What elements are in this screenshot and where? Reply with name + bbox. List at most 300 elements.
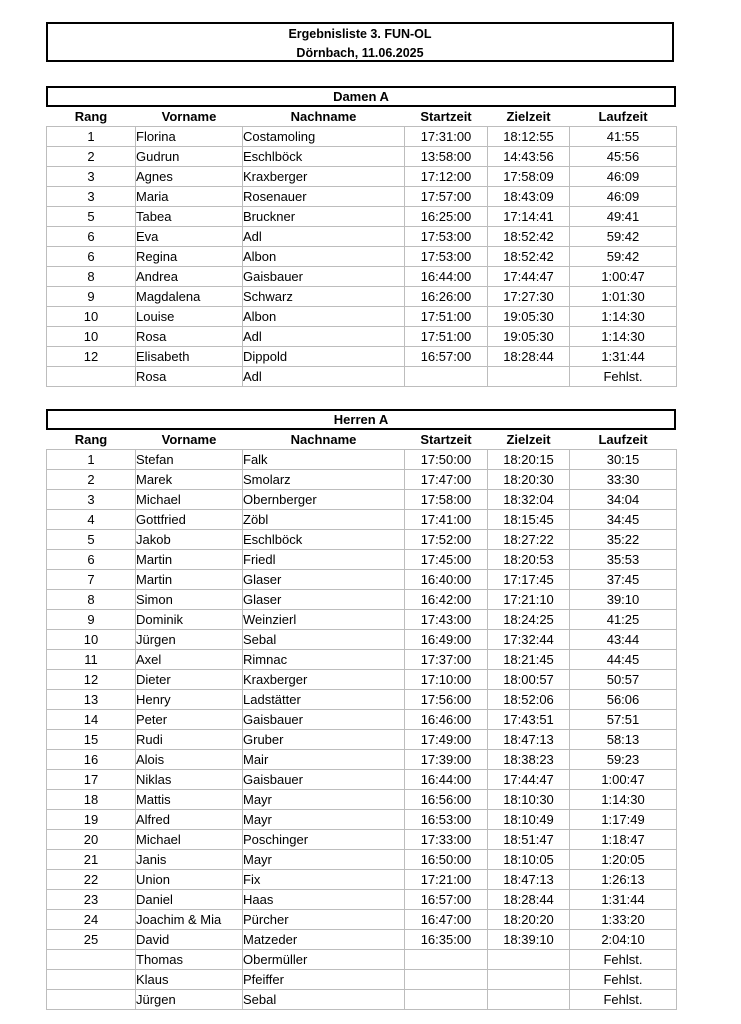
cell-rang: 10 — [47, 307, 136, 327]
cell-vorname: Rudi — [136, 730, 243, 750]
table-row — [47, 327, 677, 347]
cell-nachname: Haas — [243, 890, 405, 910]
cell-laufzeit: 1:17:49 — [570, 810, 677, 830]
cell-vorname: Simon — [136, 590, 243, 610]
cell-startzeit: 17:51:00 — [405, 327, 488, 347]
cell-startzeit: 16:42:00 — [405, 590, 488, 610]
cell-startzeit: 16:53:00 — [405, 810, 488, 830]
cell-rang: 2 — [47, 470, 136, 490]
cell-laufzeit: 1:26:13 — [570, 870, 677, 890]
table-row — [47, 630, 677, 650]
cell-startzeit: 16:35:00 — [405, 930, 488, 950]
cell-rang: 1 — [47, 450, 136, 470]
cell-zielzeit: 17:44:47 — [488, 770, 570, 790]
cell-rang: 19 — [47, 810, 136, 830]
cell-vorname: Jürgen — [136, 630, 243, 650]
cell-laufzeit: 35:53 — [570, 550, 677, 570]
cell-laufzeit: 59:42 — [570, 247, 677, 267]
column-header-vorname: Vorname — [161, 432, 217, 447]
cell-vorname: Martin — [136, 550, 243, 570]
table-row — [47, 910, 677, 930]
cell-rang — [47, 970, 136, 990]
cell-startzeit: 17:53:00 — [405, 227, 488, 247]
document-subtitle: Dörnbach, 11.06.2025 — [296, 46, 424, 60]
cell-vorname: Rosa — [136, 327, 243, 347]
cell-rang: 9 — [47, 610, 136, 630]
cell-vorname: Tabea — [136, 207, 243, 227]
cell-nachname: Dippold — [243, 347, 405, 367]
table-row — [47, 367, 677, 387]
cell-rang: 1 — [47, 127, 136, 147]
cell-rang: 12 — [47, 347, 136, 367]
cell-zielzeit: 18:20:20 — [488, 910, 570, 930]
cell-laufzeit: Fehlst. — [570, 950, 677, 970]
table-row — [47, 227, 677, 247]
cell-laufzeit: 1:33:20 — [570, 910, 677, 930]
cell-zielzeit: 14:43:56 — [488, 147, 570, 167]
cell-rang: 23 — [47, 890, 136, 910]
table-row — [47, 267, 677, 287]
cell-vorname: Eva — [136, 227, 243, 247]
cell-zielzeit — [488, 990, 570, 1010]
table-row — [47, 450, 677, 470]
column-header-vorname: Vorname — [161, 109, 217, 124]
table-row — [47, 287, 677, 307]
cell-nachname: Gaisbauer — [243, 267, 405, 287]
cell-laufzeit: Fehlst. — [570, 367, 677, 387]
cell-zielzeit: 18:51:47 — [488, 830, 570, 850]
cell-vorname: Martin — [136, 570, 243, 590]
cell-zielzeit — [488, 970, 570, 990]
cell-nachname: Sebal — [243, 990, 405, 1010]
cell-rang: 13 — [47, 690, 136, 710]
cell-laufzeit: 59:42 — [570, 227, 677, 247]
cell-vorname: Dominik — [136, 610, 243, 630]
cell-startzeit: 17:53:00 — [405, 247, 488, 267]
cell-vorname: Alfred — [136, 810, 243, 830]
table-row — [47, 127, 677, 147]
section-title-herren: Herren A — [46, 409, 676, 430]
cell-zielzeit: 18:20:30 — [488, 470, 570, 490]
cell-vorname: Rosa — [136, 367, 243, 387]
cell-laufzeit: 1:00:47 — [570, 770, 677, 790]
cell-startzeit: 17:10:00 — [405, 670, 488, 690]
cell-vorname: Joachim & Mia — [136, 910, 243, 930]
table-row — [47, 770, 677, 790]
column-header-rang: Rang — [74, 109, 108, 124]
cell-laufzeit: 39:10 — [570, 590, 677, 610]
cell-vorname: Agnes — [136, 167, 243, 187]
cell-zielzeit: 17:14:41 — [488, 207, 570, 227]
cell-zielzeit: 18:12:55 — [488, 127, 570, 147]
cell-startzeit: 17:45:00 — [405, 550, 488, 570]
cell-nachname: Mair — [243, 750, 405, 770]
cell-startzeit — [405, 970, 488, 990]
cell-nachname: Obernberger — [243, 490, 405, 510]
cell-zielzeit: 18:10:30 — [488, 790, 570, 810]
cell-startzeit: 16:25:00 — [405, 207, 488, 227]
cell-laufzeit: 1:00:47 — [570, 267, 677, 287]
cell-nachname: Mayr — [243, 850, 405, 870]
cell-nachname: Rosenauer — [243, 187, 405, 207]
cell-startzeit: 16:26:00 — [405, 287, 488, 307]
table-row — [47, 730, 677, 750]
cell-rang: 21 — [47, 850, 136, 870]
cell-zielzeit: 18:52:42 — [488, 247, 570, 267]
cell-vorname: Klaus — [136, 970, 243, 990]
cell-startzeit: 17:52:00 — [405, 530, 488, 550]
cell-nachname: Smolarz — [243, 470, 405, 490]
column-header-laufzeit: Laufzeit — [598, 432, 648, 447]
cell-startzeit: 17:57:00 — [405, 187, 488, 207]
cell-nachname: Ladstätter — [243, 690, 405, 710]
cell-zielzeit: 18:00:57 — [488, 670, 570, 690]
section-title-damen: Damen A — [46, 86, 676, 107]
column-header-zielzeit: Zielzeit — [506, 109, 551, 124]
cell-rang — [47, 950, 136, 970]
table-row — [47, 510, 677, 530]
table-row — [47, 830, 677, 850]
cell-rang: 20 — [47, 830, 136, 850]
cell-zielzeit: 18:39:10 — [488, 930, 570, 950]
cell-nachname: Schwarz — [243, 287, 405, 307]
cell-laufzeit: 30:15 — [570, 450, 677, 470]
cell-startzeit: 17:47:00 — [405, 470, 488, 490]
cell-nachname: Rimnac — [243, 650, 405, 670]
cell-zielzeit: 19:05:30 — [488, 307, 570, 327]
cell-startzeit: 16:44:00 — [405, 770, 488, 790]
cell-startzeit — [405, 990, 488, 1010]
table-header-row — [47, 107, 677, 127]
cell-rang: 17 — [47, 770, 136, 790]
cell-laufzeit: 34:45 — [570, 510, 677, 530]
table-row — [47, 530, 677, 550]
cell-laufzeit: 57:51 — [570, 710, 677, 730]
cell-laufzeit: 1:31:44 — [570, 890, 677, 910]
cell-laufzeit: 1:14:30 — [570, 327, 677, 347]
cell-vorname: Henry — [136, 690, 243, 710]
table-row — [47, 650, 677, 670]
cell-vorname: Jürgen — [136, 990, 243, 1010]
table-row — [47, 670, 677, 690]
cell-zielzeit: 18:38:23 — [488, 750, 570, 770]
table-header-row — [47, 430, 677, 450]
table-row — [47, 490, 677, 510]
table-row — [47, 970, 677, 990]
cell-nachname: Albon — [243, 307, 405, 327]
cell-rang: 3 — [47, 187, 136, 207]
cell-nachname: Friedl — [243, 550, 405, 570]
table-row — [47, 147, 677, 167]
cell-startzeit: 16:50:00 — [405, 850, 488, 870]
cell-vorname: David — [136, 930, 243, 950]
cell-zielzeit: 18:15:45 — [488, 510, 570, 530]
cell-nachname: Poschinger — [243, 830, 405, 850]
cell-vorname: Magdalena — [136, 287, 243, 307]
cell-rang — [47, 367, 136, 387]
cell-laufzeit: 45:56 — [570, 147, 677, 167]
cell-laufzeit: 1:14:30 — [570, 790, 677, 810]
cell-rang: 6 — [47, 227, 136, 247]
cell-nachname: Zöbl — [243, 510, 405, 530]
cell-nachname: Adl — [243, 227, 405, 247]
cell-zielzeit: 17:44:47 — [488, 267, 570, 287]
cell-laufzeit: 41:25 — [570, 610, 677, 630]
cell-laufzeit: 37:45 — [570, 570, 677, 590]
cell-nachname: Mayr — [243, 810, 405, 830]
cell-startzeit: 17:21:00 — [405, 870, 488, 890]
table-row — [47, 850, 677, 870]
cell-laufzeit: 44:45 — [570, 650, 677, 670]
cell-laufzeit: 1:14:30 — [570, 307, 677, 327]
cell-startzeit: 13:58:00 — [405, 147, 488, 167]
cell-vorname: Gudrun — [136, 147, 243, 167]
table-row — [47, 590, 677, 610]
table-row — [47, 307, 677, 327]
cell-startzeit: 17:50:00 — [405, 450, 488, 470]
table-row — [47, 870, 677, 890]
document-title: Ergebnisliste 3. FUN-OL — [288, 27, 432, 41]
table-row — [47, 167, 677, 187]
cell-vorname: Niklas — [136, 770, 243, 790]
cell-zielzeit: 18:20:15 — [488, 450, 570, 470]
results-table-damen — [46, 107, 677, 387]
cell-nachname: Pürcher — [243, 910, 405, 930]
cell-nachname: Weinzierl — [243, 610, 405, 630]
cell-rang: 4 — [47, 510, 136, 530]
cell-vorname: Daniel — [136, 890, 243, 910]
cell-vorname: Michael — [136, 490, 243, 510]
cell-rang: 18 — [47, 790, 136, 810]
cell-startzeit: 17:58:00 — [405, 490, 488, 510]
cell-zielzeit: 17:27:30 — [488, 287, 570, 307]
cell-vorname: Andrea — [136, 267, 243, 287]
cell-zielzeit: 18:47:13 — [488, 730, 570, 750]
column-header-laufzeit: Laufzeit — [598, 109, 648, 124]
cell-nachname: Kraxberger — [243, 167, 405, 187]
cell-startzeit — [405, 950, 488, 970]
cell-vorname: Louise — [136, 307, 243, 327]
cell-nachname: Bruckner — [243, 207, 405, 227]
table-row — [47, 187, 677, 207]
cell-zielzeit: 18:10:05 — [488, 850, 570, 870]
cell-nachname: Gaisbauer — [243, 770, 405, 790]
cell-zielzeit: 18:52:42 — [488, 227, 570, 247]
cell-startzeit: 16:57:00 — [405, 347, 488, 367]
cell-rang: 6 — [47, 247, 136, 267]
cell-nachname: Sebal — [243, 630, 405, 650]
cell-nachname: Gaisbauer — [243, 710, 405, 730]
cell-nachname: Fix — [243, 870, 405, 890]
cell-nachname: Costamoling — [243, 127, 405, 147]
cell-zielzeit: 18:27:22 — [488, 530, 570, 550]
cell-startzeit — [405, 367, 488, 387]
cell-laufzeit: 41:55 — [570, 127, 677, 147]
cell-rang: 11 — [47, 650, 136, 670]
column-header-startzeit: Startzeit — [420, 432, 472, 447]
cell-zielzeit — [488, 367, 570, 387]
cell-zielzeit: 17:17:45 — [488, 570, 570, 590]
cell-vorname: Michael — [136, 830, 243, 850]
cell-laufzeit: 56:06 — [570, 690, 677, 710]
cell-nachname: Eschlböck — [243, 147, 405, 167]
cell-zielzeit: 17:43:51 — [488, 710, 570, 730]
cell-rang: 12 — [47, 670, 136, 690]
cell-rang: 10 — [47, 630, 136, 650]
cell-nachname: Glaser — [243, 590, 405, 610]
table-row — [47, 570, 677, 590]
cell-zielzeit: 18:28:44 — [488, 890, 570, 910]
cell-laufzeit: 58:13 — [570, 730, 677, 750]
cell-laufzeit: 1:20:05 — [570, 850, 677, 870]
cell-rang: 15 — [47, 730, 136, 750]
cell-rang: 10 — [47, 327, 136, 347]
cell-nachname: Glaser — [243, 570, 405, 590]
cell-zielzeit: 18:24:25 — [488, 610, 570, 630]
cell-zielzeit: 17:32:44 — [488, 630, 570, 650]
cell-startzeit: 17:39:00 — [405, 750, 488, 770]
cell-nachname: Obermüller — [243, 950, 405, 970]
cell-laufzeit: 35:22 — [570, 530, 677, 550]
cell-nachname: Gruber — [243, 730, 405, 750]
cell-laufzeit: 59:23 — [570, 750, 677, 770]
cell-laufzeit: Fehlst. — [570, 970, 677, 990]
cell-vorname: Maria — [136, 187, 243, 207]
cell-startzeit: 16:56:00 — [405, 790, 488, 810]
cell-laufzeit: 46:09 — [570, 167, 677, 187]
cell-vorname: Florina — [136, 127, 243, 147]
table-row — [47, 990, 677, 1010]
cell-rang: 24 — [47, 910, 136, 930]
cell-nachname: Eschlböck — [243, 530, 405, 550]
cell-nachname: Kraxberger — [243, 670, 405, 690]
cell-zielzeit: 17:58:09 — [488, 167, 570, 187]
cell-rang: 5 — [47, 207, 136, 227]
cell-startzeit: 16:46:00 — [405, 710, 488, 730]
cell-vorname: Elisabeth — [136, 347, 243, 367]
cell-startzeit: 16:47:00 — [405, 910, 488, 930]
cell-rang: 22 — [47, 870, 136, 890]
cell-startzeit: 17:49:00 — [405, 730, 488, 750]
cell-zielzeit — [488, 950, 570, 970]
table-row — [47, 207, 677, 227]
cell-zielzeit: 18:20:53 — [488, 550, 570, 570]
column-header-nachname: Nachname — [290, 109, 357, 124]
cell-rang: 5 — [47, 530, 136, 550]
cell-startzeit: 17:31:00 — [405, 127, 488, 147]
cell-rang: 8 — [47, 267, 136, 287]
cell-laufzeit: 49:41 — [570, 207, 677, 227]
cell-nachname: Adl — [243, 367, 405, 387]
document-header — [46, 22, 674, 62]
cell-zielzeit: 17:21:10 — [488, 590, 570, 610]
cell-rang: 8 — [47, 590, 136, 610]
cell-vorname: Alois — [136, 750, 243, 770]
table-row — [47, 247, 677, 267]
column-header-nachname: Nachname — [290, 432, 357, 447]
cell-startzeit: 17:41:00 — [405, 510, 488, 530]
cell-vorname: Axel — [136, 650, 243, 670]
cell-startzeit: 16:49:00 — [405, 630, 488, 650]
table-row — [47, 690, 677, 710]
cell-rang: 6 — [47, 550, 136, 570]
cell-startzeit: 16:57:00 — [405, 890, 488, 910]
cell-zielzeit: 18:52:06 — [488, 690, 570, 710]
cell-vorname: Stefan — [136, 450, 243, 470]
cell-laufzeit: 33:30 — [570, 470, 677, 490]
cell-rang: 25 — [47, 930, 136, 950]
cell-rang: 16 — [47, 750, 136, 770]
table-row — [47, 710, 677, 730]
cell-vorname: Gottfried — [136, 510, 243, 530]
cell-rang: 3 — [47, 167, 136, 187]
table-row — [47, 950, 677, 970]
cell-zielzeit: 18:21:45 — [488, 650, 570, 670]
cell-startzeit: 16:44:00 — [405, 267, 488, 287]
table-row — [47, 347, 677, 367]
table-row — [47, 470, 677, 490]
cell-laufzeit: 43:44 — [570, 630, 677, 650]
cell-startzeit: 17:12:00 — [405, 167, 488, 187]
table-row — [47, 790, 677, 810]
cell-rang: 14 — [47, 710, 136, 730]
cell-laufzeit: 46:09 — [570, 187, 677, 207]
cell-startzeit: 17:33:00 — [405, 830, 488, 850]
cell-nachname: Pfeiffer — [243, 970, 405, 990]
cell-rang: 9 — [47, 287, 136, 307]
table-row — [47, 890, 677, 910]
cell-laufzeit: 1:18:47 — [570, 830, 677, 850]
cell-rang: 3 — [47, 490, 136, 510]
cell-laufzeit: Fehlst. — [570, 990, 677, 1010]
table-row — [47, 810, 677, 830]
cell-nachname: Albon — [243, 247, 405, 267]
cell-zielzeit: 18:10:49 — [488, 810, 570, 830]
cell-rang: 2 — [47, 147, 136, 167]
cell-laufzeit: 34:04 — [570, 490, 677, 510]
cell-vorname: Peter — [136, 710, 243, 730]
cell-laufzeit: 1:01:30 — [570, 287, 677, 307]
cell-nachname: Matzeder — [243, 930, 405, 950]
cell-vorname: Jakob — [136, 530, 243, 550]
cell-startzeit: 17:51:00 — [405, 307, 488, 327]
table-row — [47, 750, 677, 770]
table-row — [47, 930, 677, 950]
cell-vorname: Mattis — [136, 790, 243, 810]
table-row — [47, 550, 677, 570]
cell-vorname: Marek — [136, 470, 243, 490]
cell-laufzeit: 50:57 — [570, 670, 677, 690]
column-header-startzeit: Startzeit — [420, 109, 472, 124]
cell-vorname: Dieter — [136, 670, 243, 690]
cell-vorname: Janis — [136, 850, 243, 870]
cell-vorname: Regina — [136, 247, 243, 267]
cell-zielzeit: 18:47:13 — [488, 870, 570, 890]
cell-startzeit: 17:43:00 — [405, 610, 488, 630]
cell-rang — [47, 990, 136, 1010]
cell-zielzeit: 19:05:30 — [488, 327, 570, 347]
cell-laufzeit: 2:04:10 — [570, 930, 677, 950]
results-table-herren — [46, 430, 677, 1010]
cell-startzeit: 17:37:00 — [405, 650, 488, 670]
cell-startzeit: 16:40:00 — [405, 570, 488, 590]
column-header-zielzeit: Zielzeit — [506, 432, 551, 447]
table-row — [47, 610, 677, 630]
cell-nachname: Adl — [243, 327, 405, 347]
cell-vorname: Thomas — [136, 950, 243, 970]
cell-vorname: Union — [136, 870, 243, 890]
cell-startzeit: 17:56:00 — [405, 690, 488, 710]
